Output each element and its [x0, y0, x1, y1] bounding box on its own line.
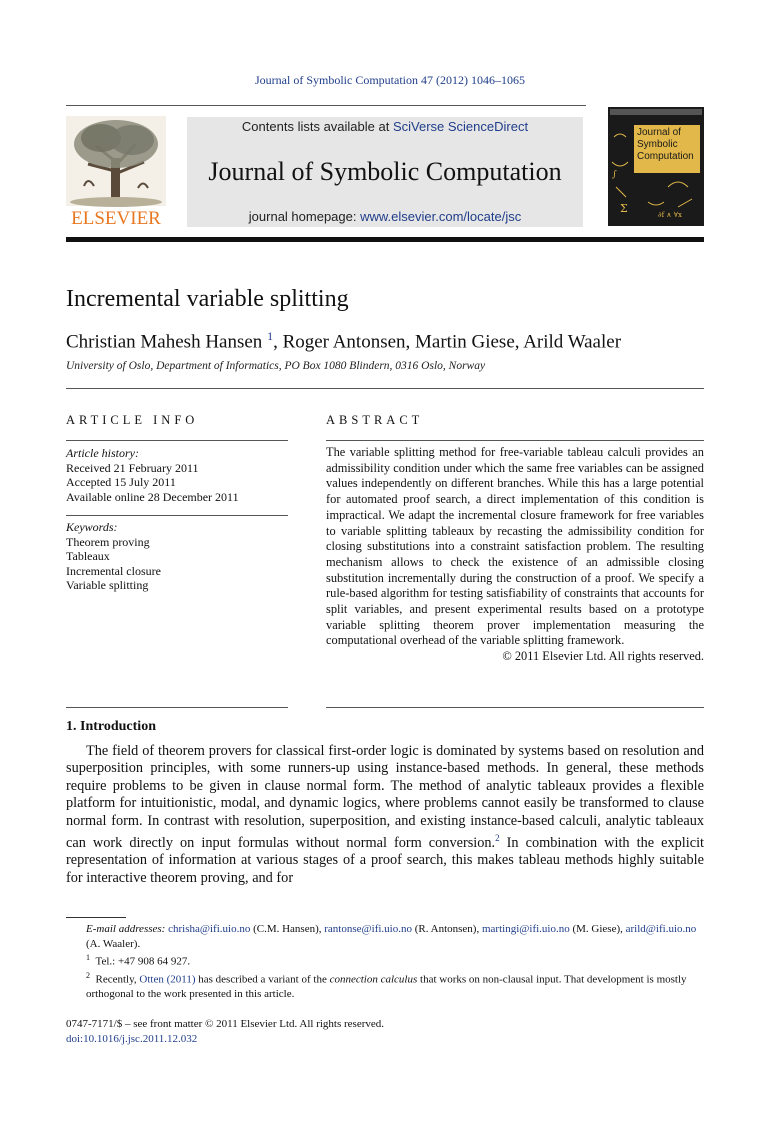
- journal-banner: [187, 117, 583, 227]
- doi-link[interactable]: doi:10.1016/j.jsc.2011.12.032: [66, 1032, 198, 1045]
- history-label: Article history:: [66, 446, 139, 460]
- article-history: [66, 446, 288, 504]
- svg-text:∂f ∧ ∀x: ∂f ∧ ∀x: [658, 211, 682, 219]
- online-date: Available online 28 December 2011: [66, 489, 239, 504]
- cover-title: Journal of Symbolic Computation: [637, 127, 694, 162]
- contents-line: Contents lists available at SciVerse ScienceDirect: [241, 119, 529, 134]
- keyword: Tableaux: [66, 549, 110, 563]
- reference-link[interactable]: Otten (2011): [139, 973, 196, 986]
- email-link[interactable]: martingi@ifi.uio.no: [481, 923, 570, 935]
- svg-text:∫: ∫: [612, 170, 617, 180]
- sciencedirect-link[interactable]: SciVerse ScienceDirect: [392, 119, 529, 134]
- homepage-line: journal homepage: www.elsevier.com/locate/jsc: [248, 209, 522, 224]
- footnote-2: $^2$ Recently, Otten (2011) has described a variant of the connection calculus that works on non-clausal input. That development is mostly orthogonal to the work presented in this article.: [86, 971, 687, 1001]
- author-list: Christian Mahesh Hansen $^1$, Roger Antonsen, Martin Giese, Arild Waaler: [66, 329, 622, 353]
- email-link[interactable]: rantonse@ifi.uio.no: [324, 923, 412, 935]
- abstract-heading: ABSTRACT: [326, 413, 424, 427]
- accepted-date: Accepted 15 July 2011: [66, 475, 176, 489]
- header-thick-rule: [66, 237, 704, 242]
- footnotes: [66, 922, 704, 1002]
- journal-cover: [608, 107, 704, 226]
- footnote-rule: [66, 917, 126, 918]
- article-info-bottom-rule: [66, 707, 288, 708]
- email-link[interactable]: chrisha@ifi.uio.no: [168, 923, 251, 935]
- abstract-copyright: © 2011 Elsevier Ltd. All rights reserved.: [502, 649, 704, 664]
- title-rule: [66, 388, 704, 389]
- section-heading: 1. Introduction: [66, 719, 156, 734]
- abstract-rule: [326, 440, 704, 441]
- publisher-wordmark: ELSEVIER: [71, 208, 161, 228]
- journal-title: Journal of Symbolic Computation: [208, 157, 562, 186]
- footnote-mark[interactable]: 2: [495, 833, 500, 844]
- issn-line: 0747-7171/$ – see front matter © 2011 Elsevier Ltd. All rights reserved.: [66, 1018, 385, 1030]
- article-info-rule: [66, 440, 288, 441]
- keywords-label: Keywords:: [66, 520, 118, 534]
- keyword: Incremental closure: [66, 563, 161, 578]
- author-footnote-mark[interactable]: 1: [267, 329, 274, 343]
- keywords-rule: [66, 515, 288, 516]
- keyword: Theorem proving: [66, 534, 150, 549]
- email-link[interactable]: arild@ifi.uio.no: [625, 923, 697, 935]
- footnote-1: $^1$ Tel.: +47 908 64 927.: [86, 953, 191, 968]
- abstract-bottom-rule: [326, 707, 704, 708]
- abstract-body: [326, 445, 704, 665]
- received-date: Received 21 February 2011: [66, 460, 199, 475]
- intro-paragraph: The field of theorem provers for classical first-order logic is dominated by systems based on resolution and superposition principles, with some runners-up using instance-based methods. In general, these methods require problems to be given in clause normal form. The method of analytic tableaux provides a flexible platform for intuitionistic, modal, and dynamic logics, where problems cannot easily be transformed to clause normal form. In contrast with resolution, superposition, and existing instance-based calculi, analytic tableaux can work directly on input formulas without normal form conversion.$^2$ In combination with the explicit representation of information at various stages of a proof search, this makes tableau methods highly suitable for interactive theorem proving, and for: [66, 743, 705, 886]
- keyword: Variable splitting: [66, 578, 149, 592]
- abstract-text: The variable splitting method for free-variable tableau calculi provides an admissibility condition under which the same free variables can be assigned values independently on different branches. While this has a large potential for automated proof search, a direct implementation of this condition is impractical. We adapt the incremental closure framework for free variables to variable splitting tableaux by recasting the admissibility condition for closing substitutions into a constraint satisfaction problem. The resulting mechanism allows to check the existence of an admissible closing substitution incrementally during the construction of a proof. We specify a rule-based algorithm for testing satisfiability of constraints that accounts for split variables, and present experimental results based on a prototype variable splitting theorem prover implementation measuring the computational overhead of the variable splitting framework.: [326, 445, 704, 648]
- elsevier-logo: [66, 116, 166, 228]
- email-footnote: E-mail addresses: chrisha@ifi.uio.no (C.M. Hansen), rantonse@ifi.uio.no (R. Antonsen), martingi@ifi.uio.no (M. Giese), arild@ifi.uio.no (A. Waaler).: [86, 923, 697, 950]
- front-matter: [66, 1017, 384, 1046]
- journal-citation[interactable]: Journal of Symbolic Computation 47 (2012) 1046–1065: [255, 73, 525, 87]
- keywords-block: [66, 520, 288, 593]
- article-info-heading: ARTICLE INFO: [66, 413, 199, 427]
- elsevier-tree-icon: [66, 116, 166, 228]
- header-rule: [66, 105, 586, 106]
- article-title: Incremental variable splitting: [66, 286, 349, 312]
- homepage-link[interactable]: www.elsevier.com/locate/jsc: [360, 209, 522, 224]
- affiliation: University of Oslo, Department of Informatics, PO Box 1080 Blindern, 0316 Oslo, Norway: [66, 360, 486, 372]
- svg-text:Σ: Σ: [620, 202, 628, 215]
